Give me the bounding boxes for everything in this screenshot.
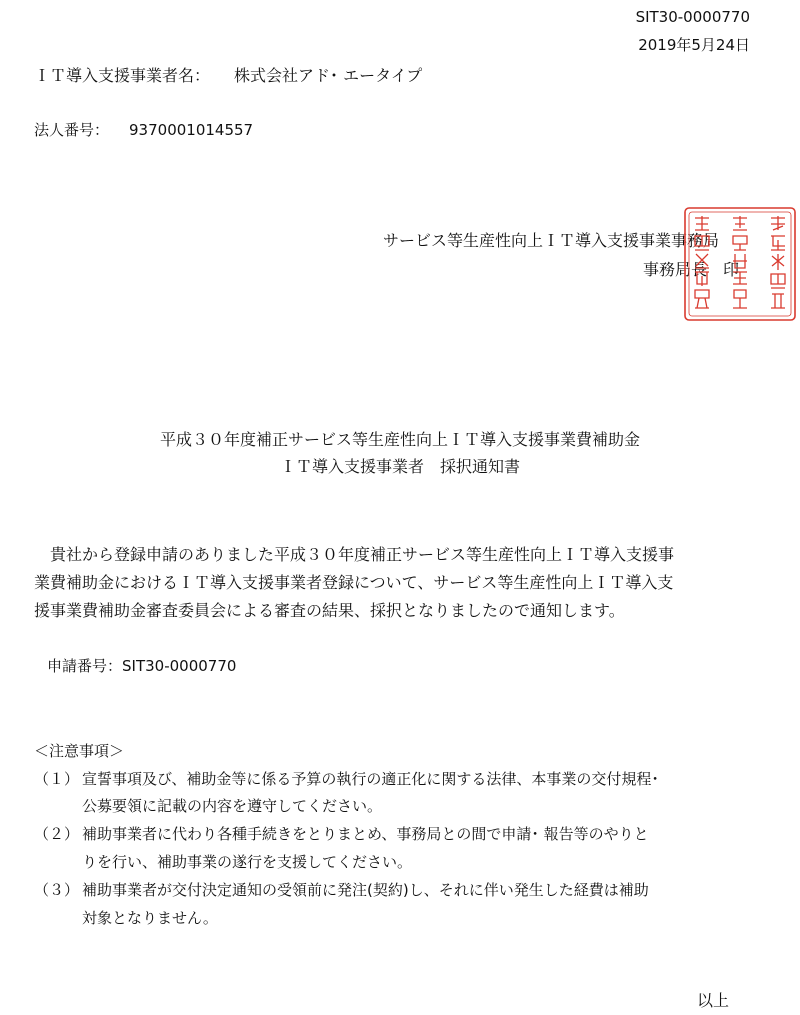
notes-heading: ＜注意事項＞	[34, 742, 125, 760]
note-2-number: （２）	[34, 825, 80, 843]
corporate-number: 9370001014557	[129, 121, 254, 139]
note-3-line-1: 補助事業者が交付決定通知の受領前に発注(契約)し、それに伴い発生した経費は補助	[82, 881, 649, 899]
notice-title-line-1: 平成３０年度補正サービス等生産性向上ＩＴ導入支援事業費補助金	[159, 430, 640, 449]
application-number-line	[47, 655, 236, 676]
issuer-title: 事務局長 印	[643, 260, 740, 279]
document-date: 2019年5月24日	[638, 36, 750, 54]
note-1-line-1: 宣誓事項及び、補助金等に係る予算の執行の適正化に関する法律、本事業の交付規程･	[82, 770, 659, 788]
note-3-number: （３）	[34, 881, 80, 899]
official-seal	[683, 206, 797, 322]
application-number: SIT30-0000770	[122, 657, 237, 675]
document-number: SIT30-0000770	[635, 8, 750, 26]
application-number-label: 申請番号：	[47, 657, 123, 675]
body-paragraph-line-2: 業費補助金におけるＩＴ導入支援事業者登録について、サービス等生産性向上ＩＴ導入支	[34, 573, 674, 592]
body-paragraph-line-1: 貴社から登録申請のありました平成３０年度補正サービス等生産性向上ＩＴ導入支援事	[34, 545, 675, 564]
body-paragraph-line-3: 援事業費補助金審査委員会による審査の結果、採択となりましたので通知します。	[34, 601, 625, 620]
notice-title-line-2: ＩＴ導入支援事業者 採択通知書	[279, 457, 520, 476]
vendor-name: 株式会社アド･ エータイプ	[234, 66, 423, 85]
note-1-number: （１）	[34, 770, 80, 788]
issuer-organization: サービス等生産性向上ＩＴ導入支援事業事務局	[383, 231, 720, 250]
note-2-line-1: 補助事業者に代わり各種手続きをとりまとめ、事務局との間で申請･ 報告等のやりと	[82, 825, 649, 843]
seal-glyphs	[695, 216, 785, 308]
closing-mark: 以上	[697, 991, 730, 1010]
vendor-label: ＩＴ導入支援事業者名：	[34, 66, 211, 85]
note-1-line-2: 公募要領に記載の内容を遵守してください。	[82, 797, 383, 815]
vendor-line	[34, 63, 422, 86]
note-3-line-2: 対象となりません。	[82, 909, 218, 927]
corporate-number-line	[34, 119, 253, 140]
note-2-line-2: りを行い、補助事業の遂行を支援してください。	[82, 853, 413, 871]
corporate-number-label: 法人番号：	[34, 121, 110, 139]
